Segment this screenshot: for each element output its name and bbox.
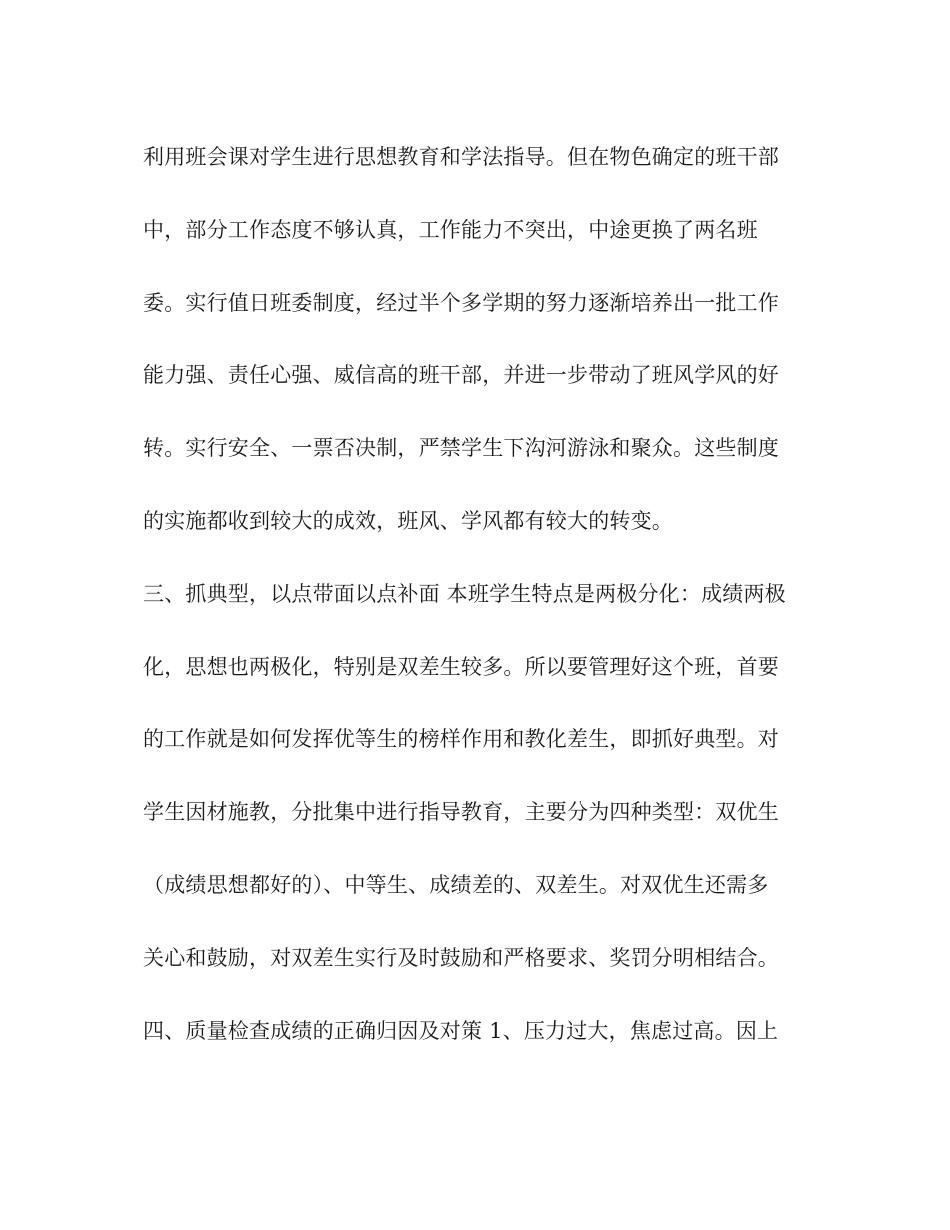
text-line-7: 三、抓典型，以点带面以点补面 本班学生特点是两极分化：成绩两极 bbox=[143, 581, 786, 606]
text-line-9: 的工作就是如何发挥优等生的榜样作用和教化差生，即抓好典型。对 bbox=[143, 727, 779, 752]
text-line-6: 的实施都收到较大的成效，班风、学风都有较大的转变。 bbox=[143, 508, 673, 533]
text-line-8: 化，思想也两极化，特别是双差生较多。所以要管理好这个班，首要 bbox=[143, 654, 779, 679]
text-line-5: 转。实行安全、一票否决制，严禁学生下沟河游泳和聚众。这些制度 bbox=[143, 436, 779, 461]
text-line-11: （成绩思想都好的）、中等生、成绩差的、双差生。对双优生还需多 bbox=[143, 872, 769, 897]
body-text bbox=[143, 135, 823, 1081]
text-line-3: 委。实行值日班委制度，经过半个多学期的努力逐渐培养出一批工作 bbox=[143, 290, 779, 315]
text-line-13: 四、质量检查成绩的正确归因及对策 1、压力过大，焦虑过高。因上 bbox=[143, 1018, 779, 1043]
text-line-1: 利用班会课对学生进行思想教育和学法指导。但在物色确定的班干部 bbox=[143, 145, 779, 169]
text-line-2: 中，部分工作态度不够认真，工作能力不突出，中途更换了两名班 bbox=[143, 217, 758, 242]
text-line-12: 关心和鼓励，对双差生实行及时鼓励和严格要求、奖罚分明相结合。 bbox=[143, 945, 779, 970]
text-line-10: 学生因材施教，分批集中进行指导教育，主要分为四种类型：双优生 bbox=[143, 800, 779, 825]
text-line-4: 能力强、责任心强、威信高的班干部，并进一步带动了班风学风的好 bbox=[143, 363, 779, 388]
